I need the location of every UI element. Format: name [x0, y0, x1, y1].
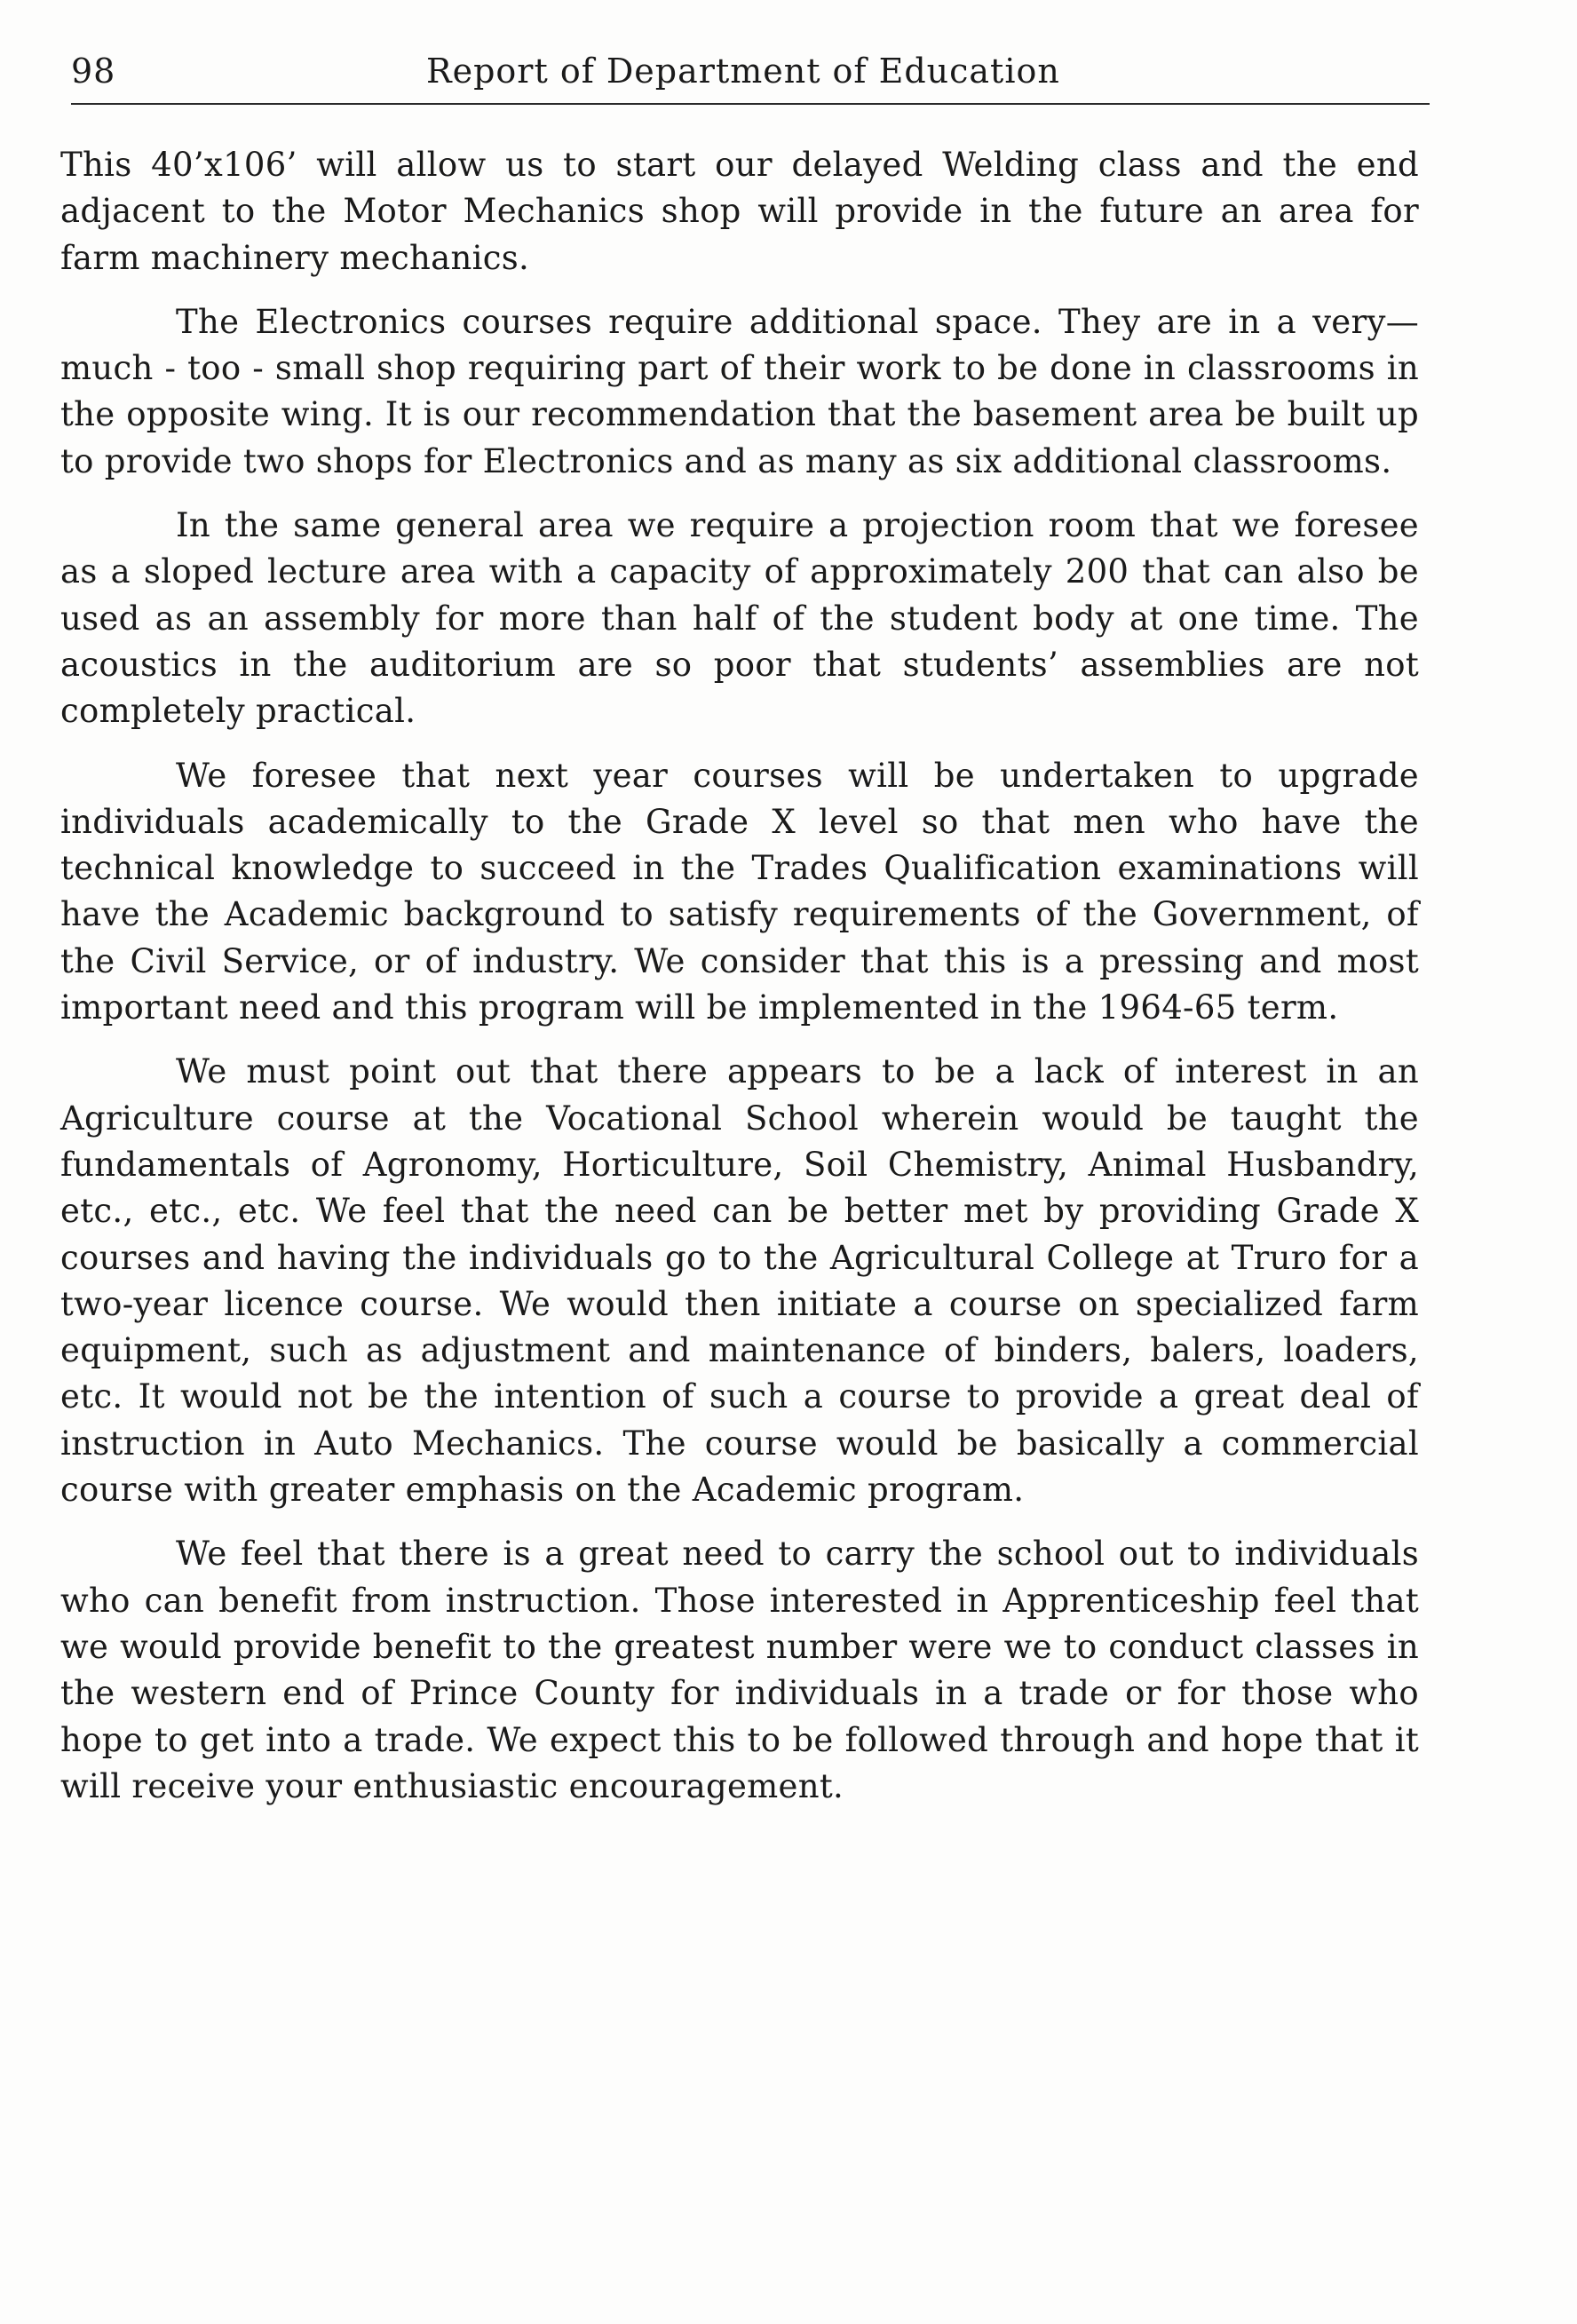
paragraph-electronics-courses: The Electronics courses require additional space. They are in a very—much - too - small shop requiring part of their work to be done in classrooms in the opposite wing. It is our recommendation that the basement area be built up to provide two shops for Electronics and as many as six additional classrooms. — [60, 302, 1419, 480]
paragraph-apprenticeship-outreach: We feel that there is a great need to carry the school out to individuals who can benefit from instruction. Those interested in Apprenticeship feel that we would provide benefit to the greatest number were we to conduct classes in the western end of Prince County for individuals in a trade or for those who hope to get into a trade. We expect this to be followed through and hope that it will receive your enthusiastic encouragement. — [60, 1535, 1419, 1805]
paragraph-agriculture-course: We must point out that there appears to be a lack of interest in an Agriculture course at the Vocational School wherein would be taught the fundamentals of Agronomy, Horticulture, Soil Chemistry, Animal Husbandry, etc., etc., etc. We feel that the need can be better met by providing Grade X courses and having the individuals go to the Agricultural College at Truro for a two-year licence course. We would then initiate a course on specialized farm equipment, such as adjustment and maintenance of binders, balers, loaders, etc. It would not be the intention of such a course to provide a great deal of instruction in Auto Mechanics. The course would be basically a commercial course with greater emphasis on the Academic program. — [60, 1052, 1419, 1510]
running-title: Report of Department of Education — [426, 52, 1060, 91]
paragraph-welding-class: This 40’x106’ will allow us to start our delayed Welding class and the end adjacent to the Motor Mechanics shop will provide in the future an area for farm machinery mechanics. — [60, 146, 1419, 277]
paragraph-projection-room: In the same general area we require a projection room that we foresee as a sloped lecture area with a capacity of approximately 200 that can also be used as an assembly for more than half of the student body at one time. The acoustics in the auditorium are so poor that students’ assemblies are not completely practical. — [60, 506, 1419, 731]
paragraph-grade-x-upgrade: We foresee that next year courses will be undertaken to upgrade individuals academically to the Grade X level so that men who have the technical knowledge to succeed in the Trades Qualification examinations will have the Academic background to satisfy requirements of the Government, of the Civil Service, or of industry. We consider that this is a pressing and most important need and this program will be implemented in the 1964-65 term. — [60, 756, 1419, 1027]
body-text — [60, 142, 1419, 1828]
page-number: 98 — [71, 52, 116, 91]
page-header — [71, 46, 1430, 96]
header-rule — [71, 103, 1430, 105]
